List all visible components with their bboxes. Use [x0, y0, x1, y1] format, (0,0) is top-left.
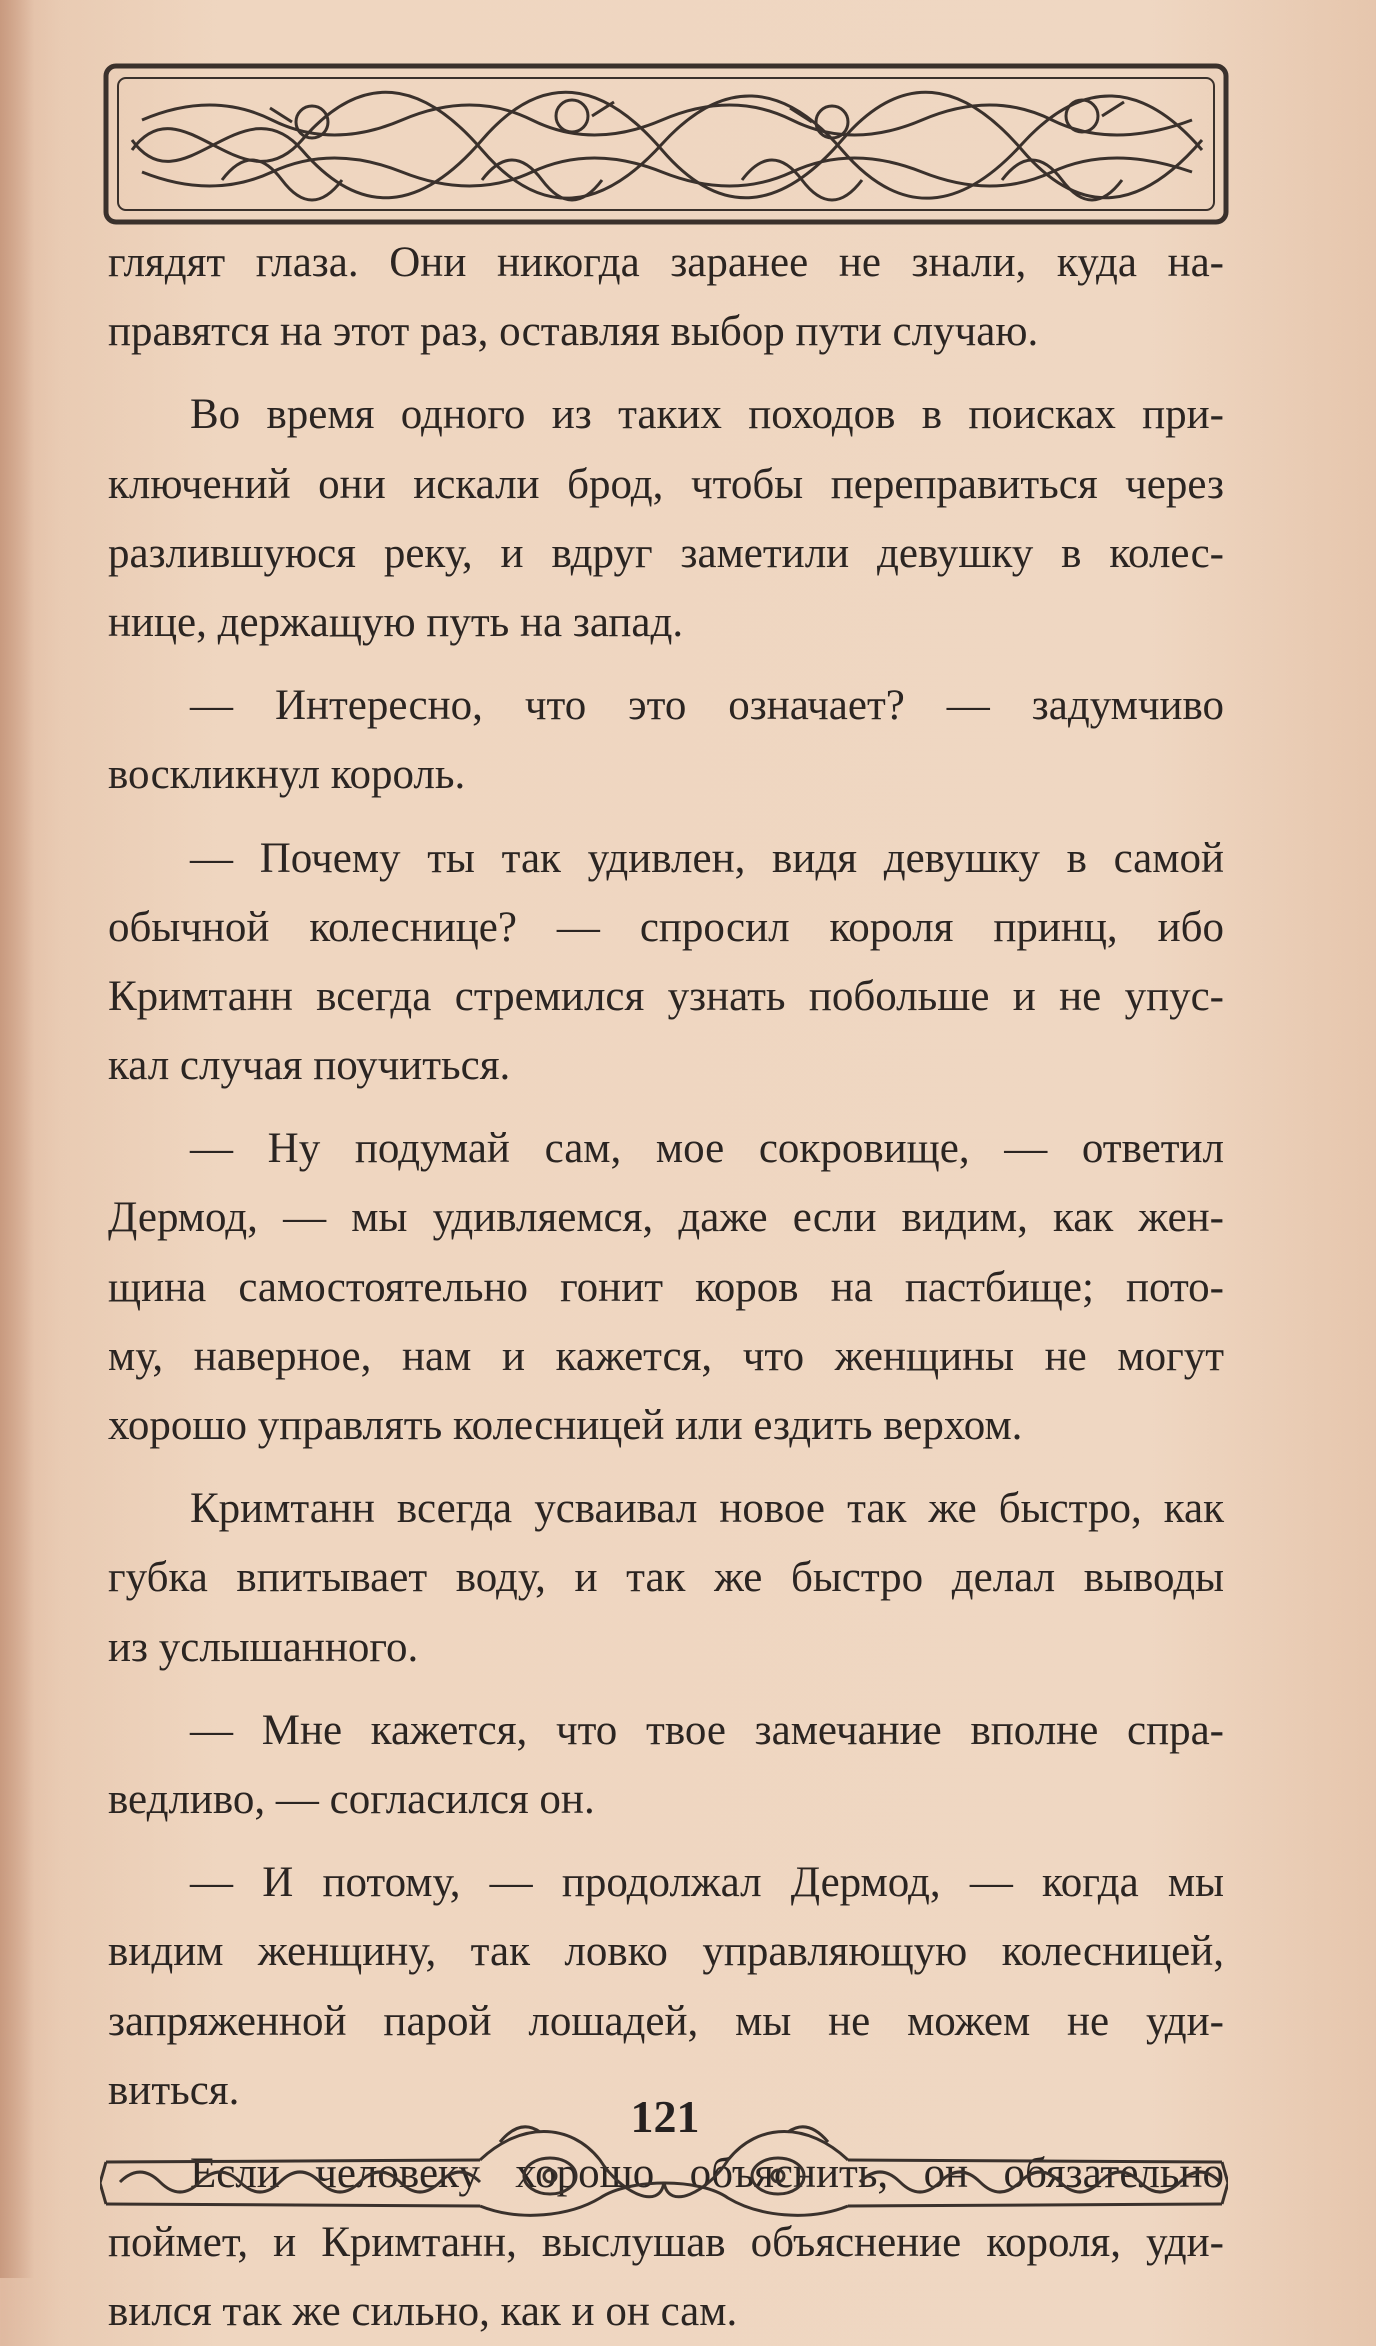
page-text	[108, 228, 1224, 2346]
text-line: ключений они искали брод, чтобы переправиться через	[108, 460, 1224, 508]
text-line: нице, держащую путь на запад.	[108, 598, 684, 646]
paragraph	[108, 824, 1224, 1101]
paragraph	[108, 1114, 1224, 1460]
text-line: хорошо управлять колесницей или ездить верхом.	[108, 1402, 1023, 1449]
page-number: 121	[630, 2091, 700, 2142]
text-line: глядят глаза. Они никогда заранее не знали, куда на-	[108, 239, 1224, 286]
text-line: вился так же сильно, как и он сам.	[108, 2288, 738, 2336]
text-line: — Ну подумай сам, мое сокровище, — ответил	[190, 1125, 1224, 1173]
paragraph	[108, 1474, 1224, 1682]
paragraph	[108, 380, 1224, 657]
text-line: Дермод, — мы удивляемся, даже если видим, как жен-	[108, 1194, 1224, 1242]
text-line: кал случая поучиться.	[108, 1042, 511, 1090]
text-line: виться.	[108, 2066, 240, 2114]
text-line: разлившуюся реку, и вдруг заметили девушку в колес-	[108, 529, 1224, 577]
text-line: — Почему ты так удивлен, видя девушку в самой	[190, 834, 1224, 882]
paragraph	[108, 1696, 1224, 1834]
text-line: Во время одного из таких походов в поисках при-	[190, 391, 1224, 439]
text-line: губка впитывает воду, и так же быстро делал выводы	[108, 1554, 1224, 1602]
paragraph	[108, 1848, 1224, 2125]
text-line: видим женщину, так ловко управляющую колесницей,	[108, 1928, 1224, 1976]
text-line: му, наверное, нам и кажется, что женщины не могут	[108, 1332, 1224, 1380]
text-line: щина самостоятельно гонит коров на пастбище; пото-	[108, 1263, 1224, 1311]
text-line: — Интересно, что это означает? — задумчиво	[190, 682, 1224, 730]
paragraph	[108, 228, 1224, 366]
text-line: воскликнул король.	[108, 751, 466, 799]
text-line: обычной колеснице? — спросил короля принц, ибо	[108, 903, 1224, 951]
text-line: запряженной парой лошадей, мы не можем не уди-	[108, 1997, 1224, 2045]
text-line: Кримтанн всегда усваивал новое так же быстро, как	[190, 1485, 1224, 1533]
celtic-knot-footer-ornament	[100, 2112, 1228, 2222]
text-line: — Мне кажется, что твое замечание вполне спра-	[190, 1706, 1224, 1754]
text-line: правятся на этот раз, оставляя выбор пути случаю.	[108, 308, 1039, 356]
text-line: поймет, и Кримтанн, выслушав объяснение короля, уди-	[108, 2219, 1224, 2267]
text-line: из услышанного.	[108, 1623, 419, 1671]
text-line: ведливо, — согласился он.	[108, 1775, 595, 1823]
text-line: Кримтанн всегда стремился узнать побольше и не упус-	[108, 972, 1224, 1020]
paragraph	[108, 671, 1224, 809]
celtic-knot-header-ornament	[102, 60, 1230, 228]
binding-shadow	[0, 0, 34, 2278]
text-line: Если человеку хорошо объяснить, он обязательно	[190, 2149, 1224, 2197]
text-line: — И потому, — продолжал Дермод, — когда мы	[190, 1859, 1224, 1907]
